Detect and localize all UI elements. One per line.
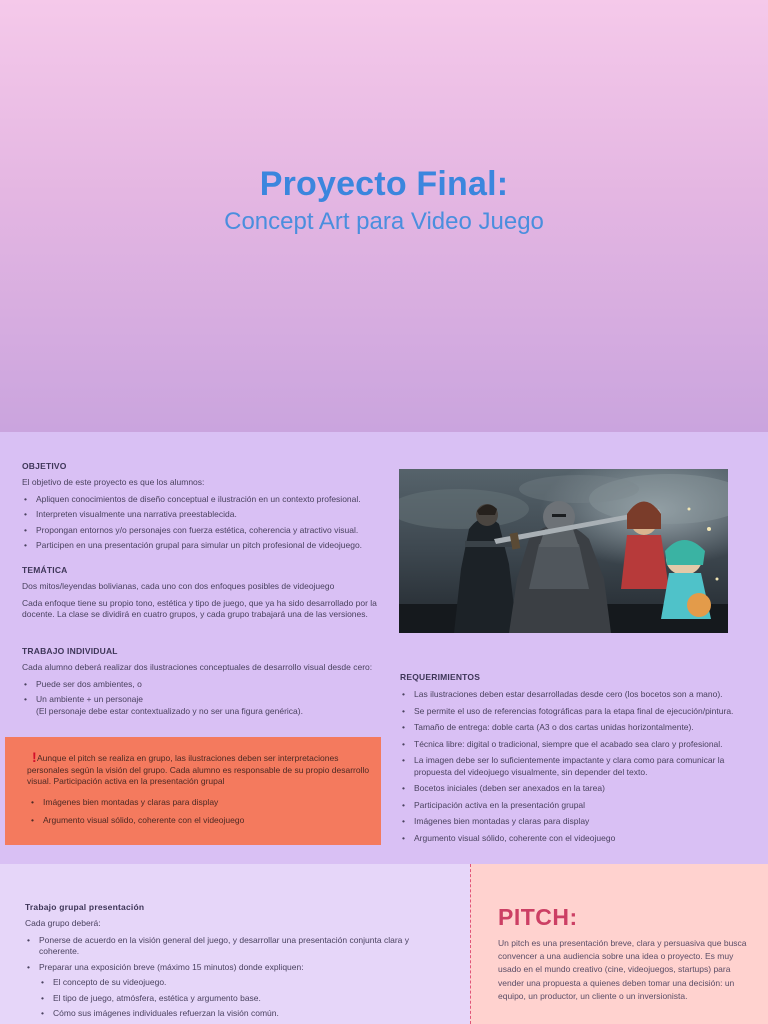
list-item: • Técnica libre: digital o tradicional, siempre que el acabado sea claro y profesional. [400,739,745,751]
list-item: • Propongan entornos y/o personajes con fuerza estética, coherencia y atractivo visual. [22,525,390,537]
list-item: • Tamaño de entrega: doble carta (A3 o dos cartas unidas horizontalmente). [400,722,745,734]
list-item: • Imágenes bien montadas y claras para display [29,797,369,809]
objetivo-heading: OBJETIVO [22,461,67,471]
list-item: • Preparar una exposición breve (máximo 15 minutos) donde expliquen: [25,962,425,974]
list-item: • Participen en una presentación grupal para simular un pitch profesional de videojuego. [22,540,390,552]
list-item: • Se permite el uso de referencias fotográficas para la etapa final de ejecución/pintura. [400,706,745,718]
trabajo-grupal-heading: Trabajo grupal presentación [25,902,145,912]
page-subtitle: Concept Art para Video Juego [224,208,544,235]
objetivo-block [22,461,390,556]
exclamation-icon: ! [32,749,37,765]
list-item: • Interpreten visualmente una narrativa preestablecida. [22,509,390,521]
important-note-list [29,797,369,832]
list-item: • El concepto de su videojuego. [39,977,425,989]
trabajo-grupal-list [25,935,425,974]
pitch-section [470,864,768,1024]
list-item: • Un ambiente + un personaje [22,694,390,706]
hero-banner [0,0,768,432]
tematica-p2: Cada enfoque tiene su propio tono, estética y tipo de juego, que ya ha sido desarrollado por la docente. La clase se dividirá en cuatro grupos, y cada grupo trabajará una de las versiones. [22,597,377,619]
requerimientos-block [400,672,745,849]
tematica-heading: TEMÁTICA [22,565,68,575]
trabajo-grupal-block [25,902,425,1024]
list-item: • Argumento visual sólido, coherente con el videojuego [29,815,369,827]
list-item: • La imagen debe ser lo suficientemente impactante y clara como para comunicar la propuesta del videojuego visualmente, sin depender del texto. [400,755,745,778]
requerimientos-list [400,689,745,844]
list-item: • Bocetos iniciales (deben ser anexados en la tarea) [400,783,745,795]
list-item: • Imágenes bien montadas y claras para display [400,816,745,828]
trabajo-individual-note: (El personaje debe estar contextualizado y no ser una figura genérica). [36,705,303,716]
game-key-art-image [399,469,728,633]
trabajo-individual-intro: Cada alumno deberá realizar dos ilustraciones conceptuales de desarrollo visual desde cero: [22,662,373,672]
trabajo-individual-block [22,646,390,717]
important-note-box [5,737,381,845]
list-item: • Ponerse de acuerdo en la visión general del juego, y desarrollar una presentación conjunta clara y coherente. [25,935,425,958]
pitch-title: PITCH: [498,904,578,930]
list-item: • Las ilustraciones deben estar desarrolladas desde cero (los bocetos son a mano). [400,689,745,701]
objetivo-intro: El objetivo de este proyecto es que los alumnos: [22,477,205,487]
requerimientos-heading: REQUERIMIENTOS [400,672,481,682]
trabajo-grupal-section [0,864,470,1024]
list-item: • Apliquen conocimientos de diseño conceptual e ilustración en un contexto profesional. [22,494,390,506]
trabajo-individual-heading: TRABAJO INDIVIDUAL [22,646,118,656]
trabajo-grupal-sublist [25,977,425,1020]
objetivo-list [22,494,390,552]
list-item: • Cómo sus imágenes individuales refuerzan la visión común. [39,1008,425,1020]
trabajo-individual-list [22,679,390,706]
list-item: • Puede ser dos ambientes, o [22,679,390,691]
list-item: • El tipo de juego, atmósfera, estética y argumento base. [39,993,425,1005]
tematica-block [22,565,390,621]
pitch-description: Un pitch es una presentación breve, clara y persuasiva que busca convencer a una audiencia sobre una idea o proyecto. Es muy usado en el mundo creativo (cine, videojuegos, startups) para vender una propuesta a quienes deben tomar una decisión: un equipo, un productor, un cliente o un inversionista. [498,938,747,1001]
list-item: • Argumento visual sólido, coherente con el videojuego [400,833,745,845]
important-note-text: Aunque el pitch se realiza en grupo, las ilustraciones deben ser interpretaciones personales según la visión del grupo. Cada alumno es responsable de su propio desarrollo visual. Participación activa en la presentación grupal [27,753,370,786]
trabajo-grupal-intro: Cada grupo deberá: [25,918,101,928]
list-item: • Participación activa en la presentación grupal [400,800,745,812]
game-key-art-illustration [399,469,728,633]
tematica-p1: Dos mitos/leyendas bolivianas, cada uno con dos enfoques posibles de videojuego [22,581,335,591]
page-title: Proyecto Final: [259,165,509,203]
